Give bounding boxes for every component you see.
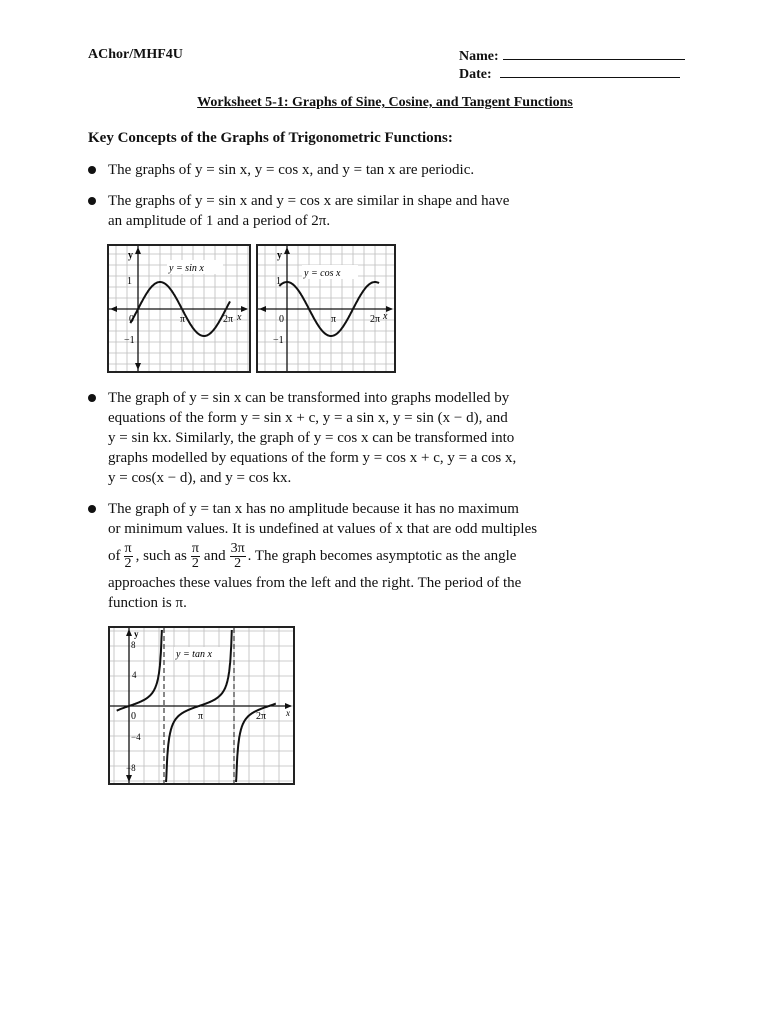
bullet-3: [108, 388, 568, 488]
tick-4: 4: [132, 670, 137, 680]
tick-neg-one: −1: [124, 335, 135, 346]
tangent-label: y = tan x: [176, 649, 212, 660]
tick-neg-one: −1: [273, 335, 284, 346]
pi-label: π: [198, 711, 204, 722]
bullet-2-line: The graphs of y = sin x and y = cos x are similar in shape and have: [108, 193, 510, 209]
tangent-branch: [117, 630, 162, 711]
y-axis-label: y: [134, 629, 139, 639]
such-as-text: , such as: [135, 548, 187, 564]
x-axis-label: x: [237, 312, 242, 323]
tick-neg8: −8: [126, 763, 136, 773]
arrow-right-icon: [241, 306, 248, 312]
bullet-icon: [88, 505, 96, 513]
arrow-left-icon: [110, 306, 117, 312]
bullet-icon: [88, 197, 96, 205]
cosine-graph-svg: [258, 246, 394, 371]
name-blank[interactable]: [503, 47, 685, 60]
two-pi-label: 2π: [223, 314, 234, 325]
x-axis-label: x: [383, 311, 388, 322]
name-line: [459, 47, 685, 65]
y-axis-label: y: [277, 250, 282, 261]
two-pi-label: 2π: [256, 711, 267, 722]
course-code: AChor/MHF4U: [88, 47, 183, 62]
tick-one: 1: [127, 276, 132, 287]
bullet-2: [108, 191, 568, 231]
origin-label: 0: [131, 711, 136, 722]
y-axis-label: y: [128, 250, 133, 261]
two-pi-label: 2π: [370, 314, 381, 325]
section-heading: Key Concepts of the Graphs of Trigonometric Functions:: [88, 130, 453, 146]
bullet-3-line: graphs modelled by equations of the form y = cos x + c, y = a cos x,: [108, 450, 517, 466]
bullet-icon: [88, 166, 96, 174]
cosine-graph: [256, 244, 396, 373]
bullet-4-line: approaches these values from the left and the right. The period of the: [108, 575, 522, 591]
arrow-up-icon: [126, 629, 132, 636]
asymptote-text: . The graph becomes asymptotic as the angle: [247, 548, 517, 564]
arrow-up-icon: [284, 247, 290, 254]
fraction-denominator: 2: [234, 555, 242, 571]
pi-label: π: [180, 314, 186, 325]
sine-graph: [107, 244, 251, 373]
cosine-label: y = cos x: [304, 268, 341, 279]
bullet-4-line: or minimum values. It is undefined at values of x that are odd multiples: [108, 521, 538, 537]
bullet-4: [108, 499, 568, 613]
date-blank[interactable]: [500, 65, 680, 78]
date-label: Date:: [459, 67, 492, 82]
tangent-graph: [108, 626, 295, 785]
fraction-denominator: 2: [124, 555, 132, 571]
bullet-4-line: function is π.: [108, 595, 187, 611]
and-text: and: [203, 548, 226, 564]
bullet-3-line: The graph of y = sin x can be transformed into graphs modelled by: [108, 390, 510, 406]
date-line: [459, 65, 680, 83]
origin-label: 0: [279, 314, 284, 325]
fraction-denominator: 2: [191, 555, 199, 571]
sine-label: y = sin x: [169, 263, 204, 274]
bullet-4-line: The graph of y = tan x has no amplitude because it has no maximum: [108, 501, 519, 517]
x-axis-label: x: [286, 708, 290, 718]
fraction-pi-over-2: [191, 542, 200, 571]
sine-graph-svg: [109, 246, 249, 371]
fraction-3pi-over-2: [230, 542, 246, 571]
of-text: of: [108, 548, 121, 564]
tick-neg4: −4: [131, 732, 141, 742]
name-label: Name:: [459, 49, 499, 64]
fraction-numerator: π: [191, 540, 199, 556]
arrow-up-icon: [135, 247, 141, 254]
tangent-graph-svg: [110, 628, 293, 783]
pi-label: π: [331, 314, 337, 325]
bullet-1-line: The graphs of y = sin x, y = cos x, and y = tan x are periodic.: [108, 162, 475, 178]
bullet-3-line: equations of the form y = sin x + c, y = a sin x, y = sin (x − d), and: [108, 410, 508, 426]
fraction-numerator: π: [124, 540, 132, 556]
tick-8: 8: [131, 640, 136, 650]
bullet-3-line: y = sin kx. Similarly, the graph of y = cos x can be transformed into: [108, 430, 515, 446]
bullet-icon: [88, 394, 96, 402]
arrow-down-icon: [135, 363, 141, 370]
bullet-1: [108, 160, 568, 180]
tick-one: 1: [276, 276, 281, 287]
fraction-numerator: 3π: [230, 540, 245, 556]
worksheet-title: Worksheet 5-1: Graphs of Sine, Cosine, and Tangent Functions: [197, 95, 573, 110]
bullet-4-fraction-line: [108, 539, 568, 573]
bullet-3-line: y = cos(x − d), and y = cos kx.: [108, 470, 292, 486]
fraction-pi-over-2: [124, 542, 133, 571]
origin-label: 0: [129, 314, 134, 325]
arrow-left-icon: [259, 306, 266, 312]
bullet-2-line: an amplitude of 1 and a period of 2π.: [108, 213, 331, 229]
